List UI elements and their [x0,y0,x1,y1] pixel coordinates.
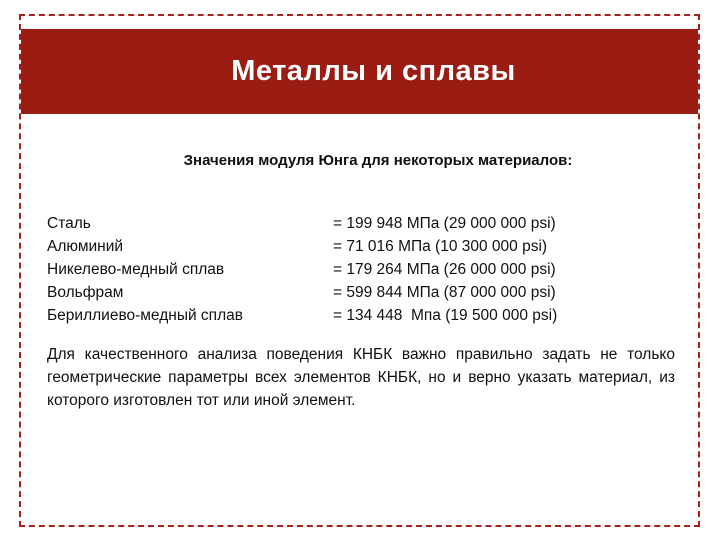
material-name: Вольфрам [47,283,124,301]
slide-title: Металлы и сплавы [231,55,516,87]
material-value: = 134 448 Мпа (19 500 000 psi) [333,306,558,324]
title-banner [21,29,698,114]
material-row [47,235,667,258]
material-name: Сталь [47,214,91,232]
material-value: = 199 948 МПа (29 000 000 psi) [333,214,556,232]
material-value: = 71 016 МПа (10 300 000 psi) [333,237,548,255]
material-name: Алюминий [47,237,124,255]
material-row [47,212,667,235]
body-paragraph: Для качественного анализа поведения КНБК важно правильно задать не только геометрические параметры всех элементов КНБК, но и верно указать материал, из которого изготовлен тот или иной элемент. [47,346,675,409]
slide-subtitle: Значения модуля Юнга для некоторых материалов: [183,152,573,169]
material-value: = 599 844 МПа (87 000 000 psi) [333,283,556,301]
material-name: Никелево-медный сплав [47,260,225,278]
material-value: = 179 264 МПа (26 000 000 psi) [333,260,556,278]
material-row [47,281,667,304]
material-name: Бериллиево-медный сплав [47,306,243,324]
materials-list [47,212,667,327]
material-row [47,258,667,281]
material-row [47,304,667,327]
